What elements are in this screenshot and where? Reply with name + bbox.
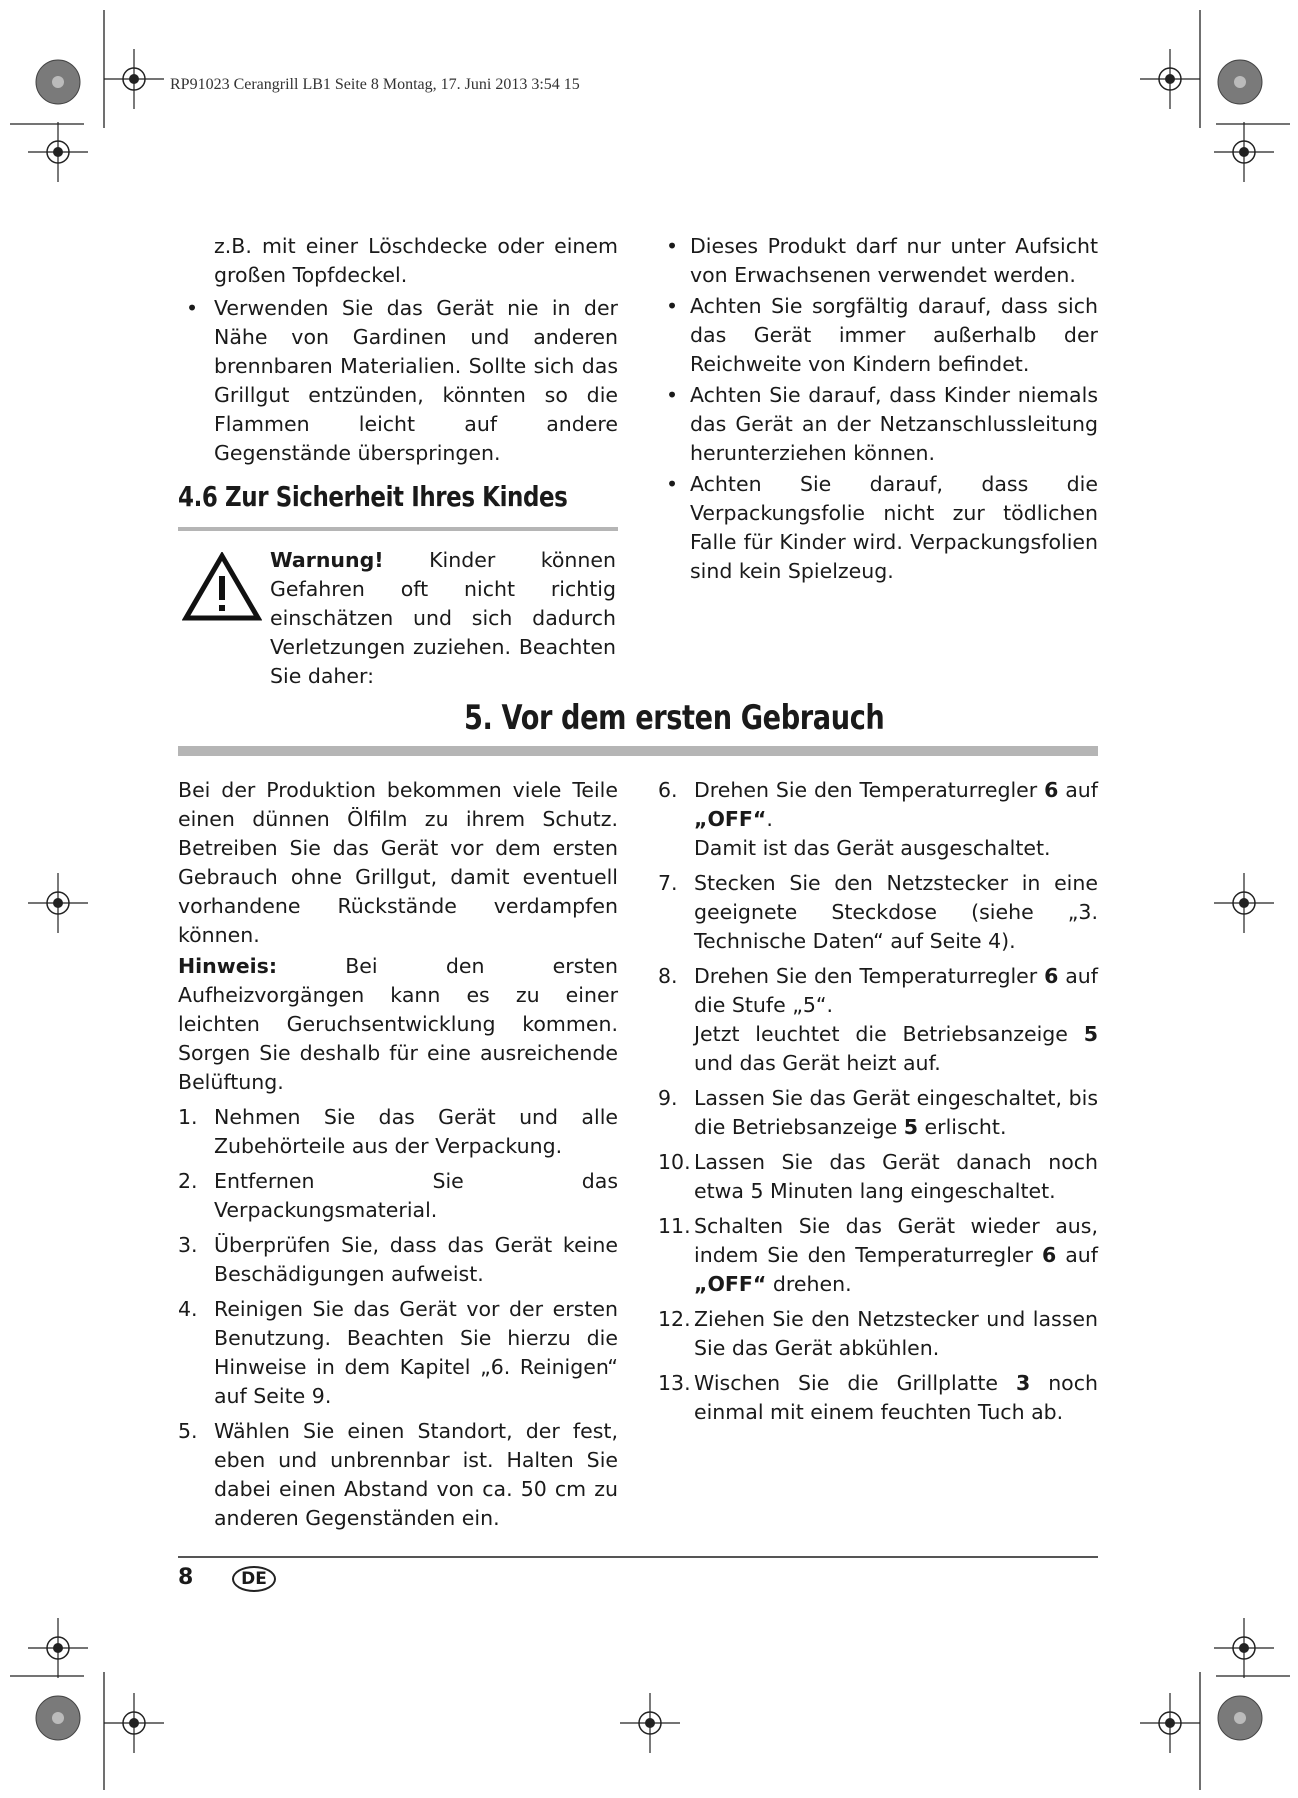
hint-paragraph: Hinweis: Bei den ersten Aufheizvorgängen kann es zu einer leichten Geruchsentwicklung kommen. Sorgen Sie deshalb für eine ausreichende Belüftung. bbox=[178, 954, 618, 1094]
col2-top bbox=[658, 232, 1098, 588]
list-item: • Verwenden Sie das Gerät nie in der Nähe von Gardinen und anderen brennbaren Materialien. Sollte sich das Grillgut entzünden, könnten so die Flammen leicht auf andere Gegenstände überspringen. bbox=[186, 296, 618, 465]
bullet: • bbox=[186, 296, 199, 320]
language-badge: DE bbox=[232, 1566, 276, 1592]
intro-paragraph: Bei der Produktion bekommen viele Teile einen dünnen Ölfilm zu ihrem Schutz. Betreiben Sie das Gerät vor dem ersten Gebrauch ohne Grillgut, damit eventuell vorhandene Rückstände verdampfen können. bbox=[178, 778, 618, 947]
list-item: • Achten Sie darauf, dass Kinder niemals das Gerät an der Netzanschlussleitung herunterziehen können. bbox=[666, 383, 1098, 465]
list-item: 1. Nehmen Sie das Gerät und alle Zubehörteile aus der Verpackung. bbox=[178, 1105, 618, 1158]
list-item: 6. Drehen Sie den Temperaturregler 6 auf „OFF“. bbox=[658, 778, 1098, 831]
list-item: 7. Stecken Sie den Netzstecker in eine geeignete Steckdose (siehe „3. Technische Daten“ auf Seite 4). bbox=[658, 871, 1098, 953]
warning-icon bbox=[182, 552, 262, 624]
divider bbox=[178, 527, 618, 531]
list-item: 3. Überprüfen Sie, dass das Gerät keine Beschädigungen aufweist. bbox=[178, 1233, 618, 1286]
section-heading-5: 5. Vor dem ersten Gebrauch bbox=[464, 698, 885, 738]
warning-label: Warnung! bbox=[270, 548, 384, 572]
footer-divider bbox=[178, 1556, 1098, 1558]
list-item: • Dieses Produkt darf nur unter Aufsicht von Erwachsenen verwendet werden. bbox=[666, 234, 1098, 287]
hint-label: Hinweis: bbox=[178, 954, 278, 978]
list-item: 9. Lassen Sie das Gerät eingeschaltet, bis die Betriebsanzeige 5 erlischt. bbox=[658, 1086, 1098, 1139]
col1-top bbox=[178, 232, 618, 470]
list-item: 11. Schalten Sie das Gerät wieder aus, indem Sie den Temperaturregler 6 auf „OFF“ drehen. bbox=[658, 1214, 1098, 1296]
list-item: • Achten Sie darauf, dass die Verpackungsfolie nicht zur tödlichen Falle für Kinder wird. Verpackungsfolien sind kein Spielzeug. bbox=[666, 472, 1098, 583]
list-item: 2. Entfernen Sie das Verpackungsmaterial. bbox=[178, 1169, 618, 1222]
col1-section5 bbox=[178, 776, 618, 1533]
divider bbox=[178, 746, 1098, 756]
print-slug: RP91023 Cerangrill LB1 Seite 8 Montag, 17. Juni 2013 3:54 15 bbox=[170, 76, 580, 93]
list-item: 5. Wählen Sie einen Standort, der fest, eben und unbrennbar ist. Halten Sie dabei einen Abstand von ca. 50 cm zu anderen Gegenständen ein. bbox=[178, 1419, 618, 1530]
continuation-text: z.B. mit einer Löschdecke oder einem großen Topfdeckel. bbox=[214, 234, 618, 287]
list-item: 4. Reinigen Sie das Gerät vor der ersten Benutzung. Beachten Sie hierzu die Hinweise in dem Kapitel „6. Reinigen“ auf Seite 9. bbox=[178, 1297, 618, 1408]
list-item: 13. Wischen Sie die Grillplatte 3 noch einmal mit einem feuchten Tuch ab. bbox=[658, 1371, 1098, 1424]
list-item: 12. Ziehen Sie den Netzstecker und lassen Sie das Gerät abkühlen. bbox=[658, 1307, 1098, 1360]
col2-section5 bbox=[658, 776, 1098, 1427]
list-item-note: Damit ist das Gerät ausgeschaltet. bbox=[694, 836, 1051, 860]
list-item: 10. Lassen Sie das Gerät danach noch etwa 5 Minuten lang eingeschaltet. bbox=[658, 1150, 1098, 1203]
page-number: 8 bbox=[178, 1565, 194, 1590]
section-heading-4-6: 4.6 Zur Sicherheit Ihres Kindes bbox=[178, 480, 568, 513]
list-item: 8. Drehen Sie den Temperaturregler 6 auf die Stufe „5“. bbox=[658, 964, 1098, 1017]
list-item-note: Jetzt leuchtet die Betriebsanzeige 5 und das Gerät heizt auf. bbox=[694, 1022, 1098, 1075]
list-item: • Achten Sie sorgfältig darauf, dass sich das Gerät immer außerhalb der Reichweite von Kindern befindet. bbox=[666, 294, 1098, 376]
warning-paragraph: Warnung! Kinder können Gefahren oft nicht richtig einschätzen und sich dadurch Verletzungen zuziehen. Beachten Sie daher: bbox=[270, 548, 616, 688]
